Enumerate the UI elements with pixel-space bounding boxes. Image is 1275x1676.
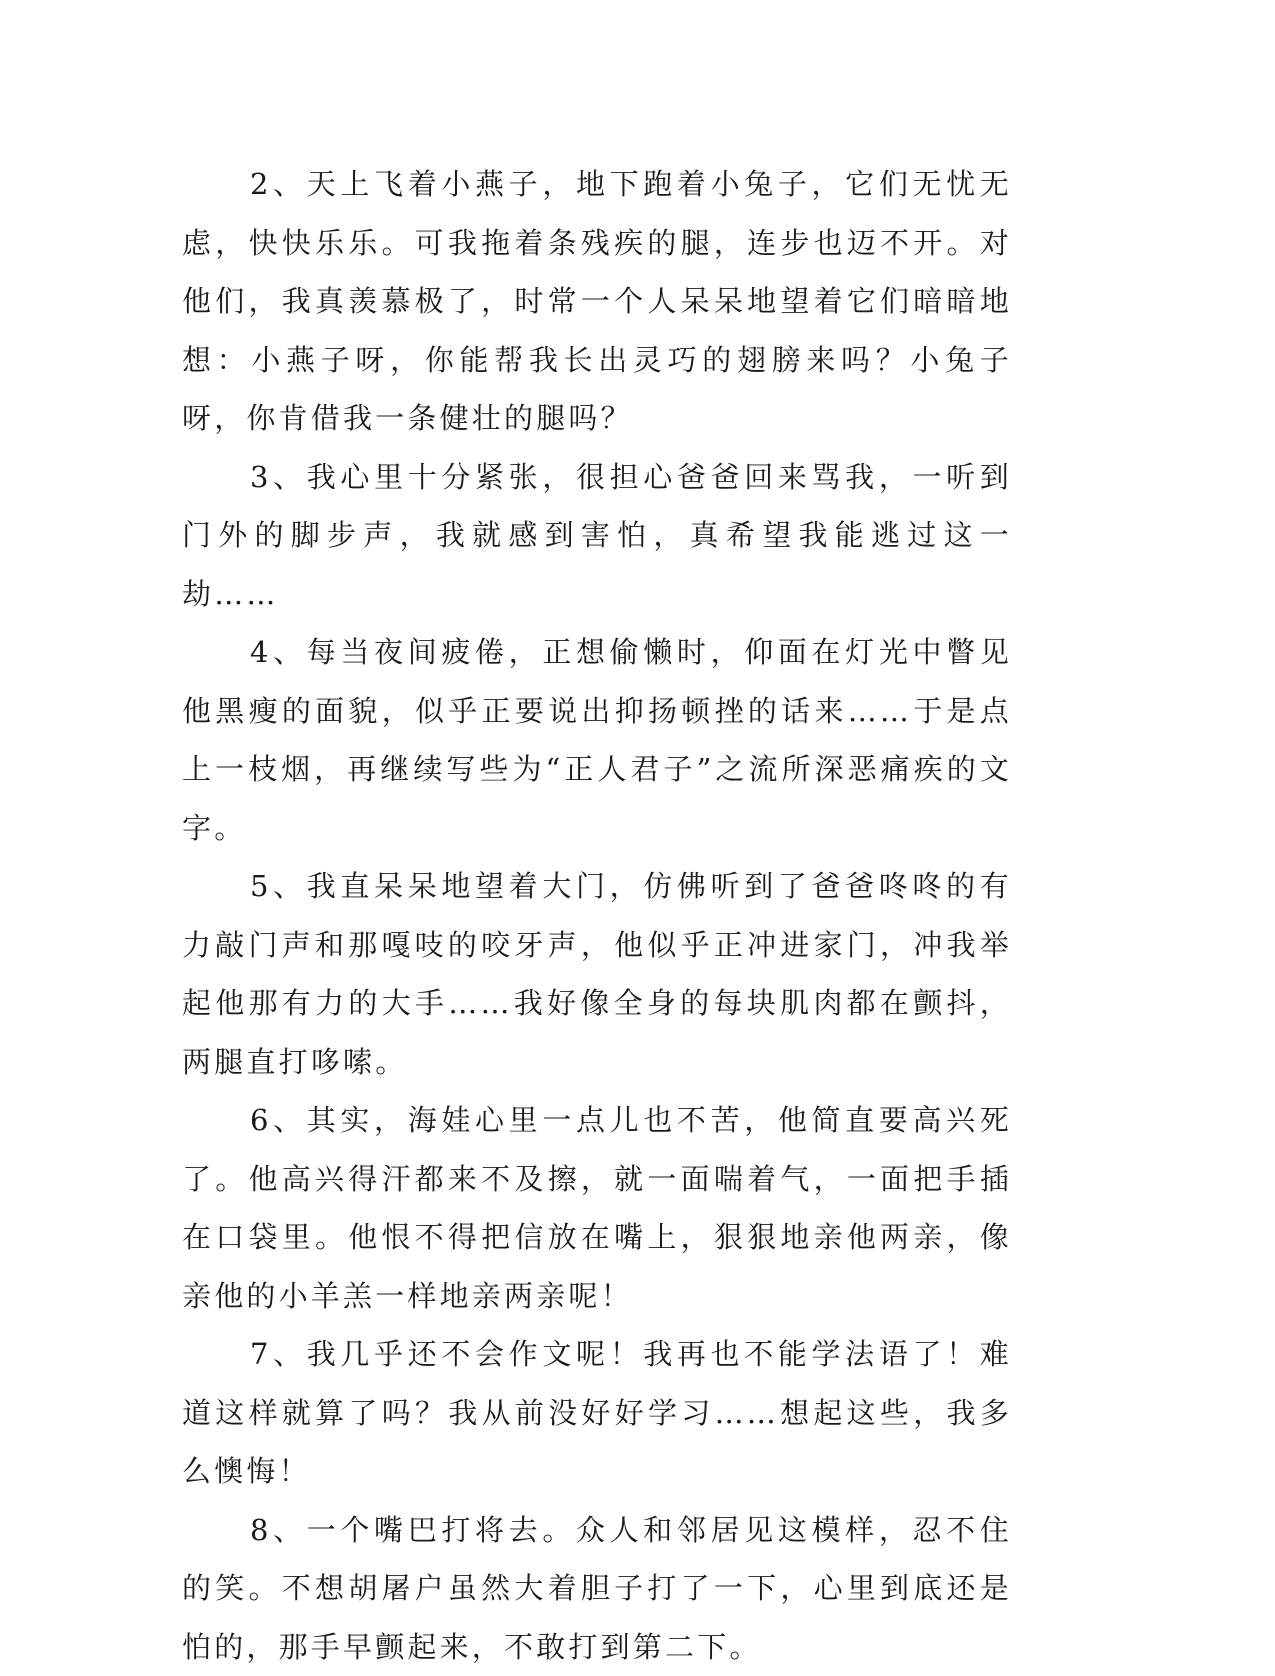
- paragraph-7: 7、我几乎还不会作文呢！我再也不能学法语了！难道这样就算了吗？我从前没好好学习……想起这些，我多么懊悔！: [182, 1325, 1012, 1501]
- paragraph-6: 6、其实，海娃心里一点儿也不苦，他简直要高兴死了。他高兴得汗都来不及擦，就一面喘着气，一面把手插在口袋里。他恨不得把信放在嘴上，狠狠地亲他两亲，像亲他的小羊羔一样地亲两亲呢！: [182, 1091, 1012, 1325]
- paragraph-4: 4、每当夜间疲倦，正想偷懒时，仰面在灯光中瞥见他黑瘦的面貌，似乎正要说出抑扬顿挫的话来……于是点上一枝烟，再继续写些为“正人君子”之流所深恶痛疾的文字。: [182, 623, 1012, 857]
- paragraph-5: 5、我直呆呆地望着大门，仿佛听到了爸爸咚咚的有力敲门声和那嘎吱的咬牙声，他似乎正冲进家门，冲我举起他那有力的大手……我好像全身的每块肌肉都在颤抖，两腿直打哆嗦。: [182, 857, 1012, 1091]
- paragraph-3: 3、我心里十分紧张，很担心爸爸回来骂我，一听到门外的脚步声，我就感到害怕，真希望我能逃过这一劫……: [182, 448, 1012, 624]
- document-body: [182, 155, 1012, 1676]
- paragraph-8: 8、一个嘴巴打将去。众人和邻居见这模样，忍不住的笑。不想胡屠户虽然大着胆子打了一下，心里到底还是怕的，那手早颤起来，不敢打到第二下。: [182, 1501, 1012, 1676]
- paragraph-2: 2、天上飞着小燕子，地下跑着小兔子，它们无忧无虑，快快乐乐。可我拖着条残疾的腿，连步也迈不开。对他们，我真羡慕极了，时常一个人呆呆地望着它们暗暗地想：小燕子呀，你能帮我长出灵巧的翅膀来吗？小兔子呀，你肯借我一条健壮的腿吗？: [182, 155, 1012, 448]
